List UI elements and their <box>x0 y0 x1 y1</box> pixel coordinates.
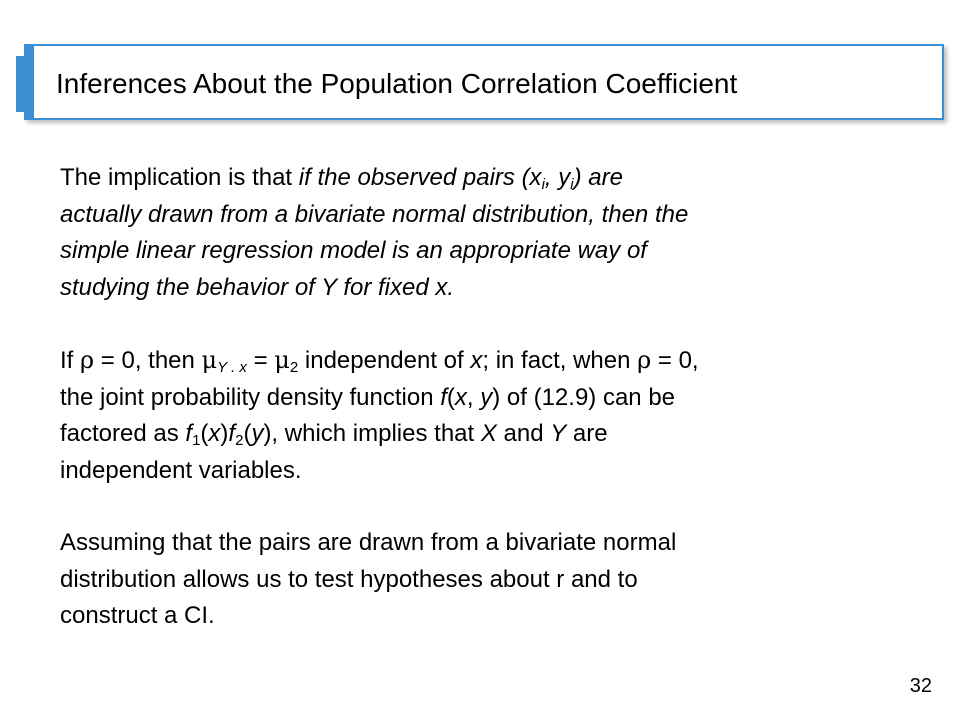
italic-run: simple linear regression model is an appropriate way of <box>60 237 647 264</box>
italic-run: actually drawn from a bivariate normal distribution, then the <box>60 200 689 228</box>
mu-symbol: μ <box>201 346 218 374</box>
title-banner <box>24 44 944 120</box>
text-line <box>60 233 920 270</box>
italic-run: studying the behavior of Y for fixed x. <box>60 273 455 301</box>
paragraph-independence <box>60 342 920 489</box>
italic-run: f <box>228 420 236 447</box>
text-line <box>60 270 920 307</box>
subscript: Y . x <box>217 359 247 376</box>
text-line <box>60 416 920 453</box>
slide-title: Inferences About the Population Correlation Coefficient <box>56 68 738 99</box>
text-run: = 0, then <box>94 347 202 374</box>
italic-run: , y <box>544 164 571 191</box>
text-run: factored as <box>60 420 186 447</box>
text-run: ( <box>243 420 252 447</box>
italic-run: y <box>251 420 264 447</box>
subscript: 1 <box>192 432 201 449</box>
text-run: are <box>566 420 608 447</box>
text-run: If <box>60 347 81 374</box>
text-run: ( <box>446 383 455 411</box>
subscript: 2 <box>235 432 244 449</box>
italic-run: x <box>454 383 467 411</box>
text-run: ) of (12.9) can be <box>492 383 676 411</box>
italic-run: Y <box>550 420 567 447</box>
text-line <box>60 380 920 417</box>
text-run: ), which implies that <box>263 420 481 447</box>
text-line: distribution allows us to test hypotheses about r and to <box>60 565 638 593</box>
italic-run: y <box>480 383 493 411</box>
page-number: 32 <box>909 675 932 697</box>
italic-run: X <box>480 420 497 447</box>
text-line <box>60 342 920 380</box>
rho-symbol: ρ <box>637 346 652 374</box>
rho-symbol: ρ <box>80 346 95 374</box>
text-run: The implication is that <box>60 164 299 191</box>
text-line <box>60 453 920 490</box>
paragraph-implication <box>60 160 920 306</box>
italic-run: x <box>208 420 221 447</box>
text-run: = <box>246 347 275 374</box>
text-run: ( <box>200 420 209 447</box>
text-run: and <box>496 420 551 447</box>
italic-run: f <box>185 420 193 447</box>
text-run: ; in fact, when <box>482 347 638 374</box>
mu-symbol: μ <box>274 346 290 374</box>
italic-run: ) are <box>573 164 623 191</box>
subscript: 2 <box>289 359 299 376</box>
subscript: i <box>570 176 574 193</box>
text-run: , <box>466 383 481 411</box>
slide-body <box>60 160 920 671</box>
italic-run: x <box>470 347 483 374</box>
text-run: the joint probability density function <box>60 383 441 411</box>
subscript: i <box>541 176 545 193</box>
text-run: independent of <box>298 347 471 374</box>
text-run: = 0, <box>651 347 699 374</box>
paragraph-assumption <box>60 525 920 635</box>
text-line: construct a CI. <box>60 602 215 629</box>
text-line <box>60 197 920 234</box>
text-line: Assuming that the pairs are drawn from a bivariate normal <box>60 529 677 556</box>
italic-run: if the observed pairs (x <box>298 164 542 191</box>
text-run: independent variables. <box>60 456 302 484</box>
italic-run: f <box>440 383 447 411</box>
text-run: ) <box>220 420 229 447</box>
text-line <box>60 160 920 197</box>
